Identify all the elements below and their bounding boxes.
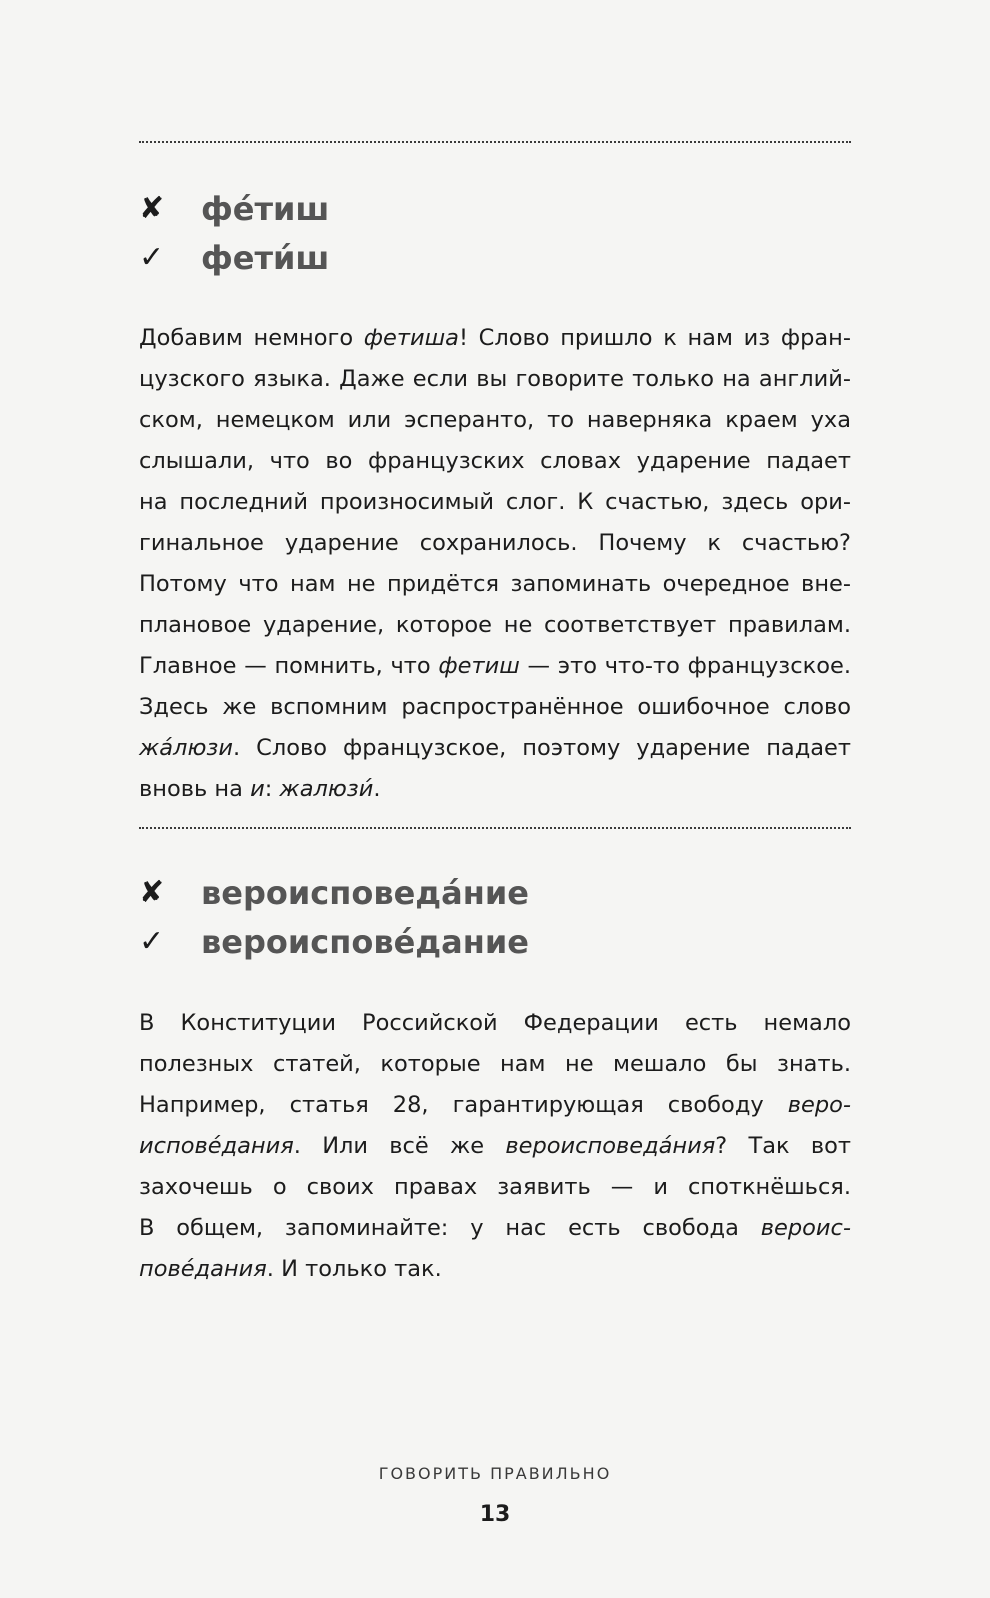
text-line <box>139 1085 851 1126</box>
check-icon: ✓ <box>139 240 165 275</box>
right-word: фети́ш <box>201 239 330 277</box>
text-segment: : <box>264 776 280 802</box>
page-number: 13 <box>479 1502 511 1527</box>
text-line <box>139 441 851 482</box>
text-segment: вновь на <box>139 776 251 802</box>
italic-term: жалюзи́ <box>279 776 374 802</box>
text-segment: Добавим немного <box>139 325 364 351</box>
italic-term: жа́люзи <box>139 735 233 761</box>
right-stress-entry-2 <box>139 919 529 965</box>
italic-term: испове́дания <box>139 1133 294 1159</box>
text-segment: полезных статей, которые нам не мешало бы знать. <box>139 1051 851 1077</box>
text-segment: ! Слово пришло к нам из фран- <box>458 325 851 351</box>
wrong-word: фе́тиш <box>201 190 330 228</box>
text-segment: Здесь же вспомним распространённое ошибочное слово <box>139 694 851 720</box>
text-line <box>139 687 851 728</box>
text-line <box>139 1126 851 1167</box>
text-line <box>139 1167 851 1208</box>
text-line <box>139 605 851 646</box>
italic-term: фетиша <box>363 325 459 351</box>
wrong-word: вероисповеда́ние <box>201 874 529 912</box>
text-segment: на последний произносимый слог. К счастью, здесь ори- <box>139 489 851 515</box>
text-line <box>139 564 851 605</box>
text-segment: Главное — помнить, что <box>139 653 439 679</box>
text-line <box>139 1003 851 1044</box>
text-segment: . Или всё же <box>293 1133 506 1159</box>
text-line <box>139 523 851 564</box>
text-segment: слышали, что во французских словах ударение падает <box>139 448 851 474</box>
dotted-divider-middle <box>139 827 851 829</box>
text-segment: — это что-то французское. <box>519 653 851 679</box>
text-line <box>139 728 851 769</box>
wrong-stress-entry-2 <box>139 870 529 916</box>
text-line <box>139 769 851 810</box>
italic-term: и <box>250 776 265 802</box>
text-segment: захочешь о своих правах заявить — и споткнёшься. <box>139 1174 851 1200</box>
cross-icon: ✘ <box>139 191 165 226</box>
italic-term: вероис- <box>760 1215 851 1241</box>
wrong-stress-entry-1 <box>139 186 329 232</box>
cross-icon: ✘ <box>139 875 165 910</box>
right-word: вероиспове́дание <box>201 923 529 961</box>
italic-term: вероисповеда́ния <box>505 1133 716 1159</box>
text-segment: гинальное ударение сохранилось. Почему к счастью? <box>139 530 851 556</box>
text-line <box>139 359 851 400</box>
text-segment: В Конституции Российской Федерации есть немало <box>139 1010 851 1036</box>
text-segment: . Слово французское, поэтому ударение падает <box>232 735 851 761</box>
text-line <box>139 646 851 687</box>
text-segment: . И только так. <box>266 1256 442 1282</box>
text-segment: Потому что нам не придётся запоминать очередное вне- <box>139 571 851 597</box>
italic-term: веро- <box>787 1092 851 1118</box>
text-line <box>139 1249 851 1290</box>
text-line <box>139 318 851 359</box>
italic-term: фетиш <box>438 653 520 679</box>
text-segment: плановое ударение, которое не соответствует правилам. <box>139 612 851 638</box>
dotted-divider-top <box>139 141 851 143</box>
text-line <box>139 1208 851 1249</box>
right-stress-entry-1 <box>139 235 329 281</box>
text-segment: ском, немецком или эсперанто, то наверняка краем уха <box>139 407 851 433</box>
italic-term: пове́дания <box>139 1256 267 1282</box>
text-line <box>139 400 851 441</box>
text-line <box>139 1044 851 1085</box>
running-title: ГОВОРИТЬ ПРАВИЛЬНО <box>378 1464 612 1483</box>
text-line <box>139 482 851 523</box>
text-segment: цузского языка. Даже если вы говорите только на англий- <box>139 366 851 392</box>
text-segment: . <box>373 776 381 802</box>
explanation-paragraph-2 <box>139 1003 851 1290</box>
text-segment: ? Так вот <box>715 1133 851 1159</box>
explanation-paragraph-1 <box>139 318 851 810</box>
text-segment: В общем, запоминайте: у нас есть свобода <box>139 1215 761 1241</box>
check-icon: ✓ <box>139 924 165 959</box>
text-segment: Например, статья 28, гарантирующая свободу <box>139 1092 788 1118</box>
